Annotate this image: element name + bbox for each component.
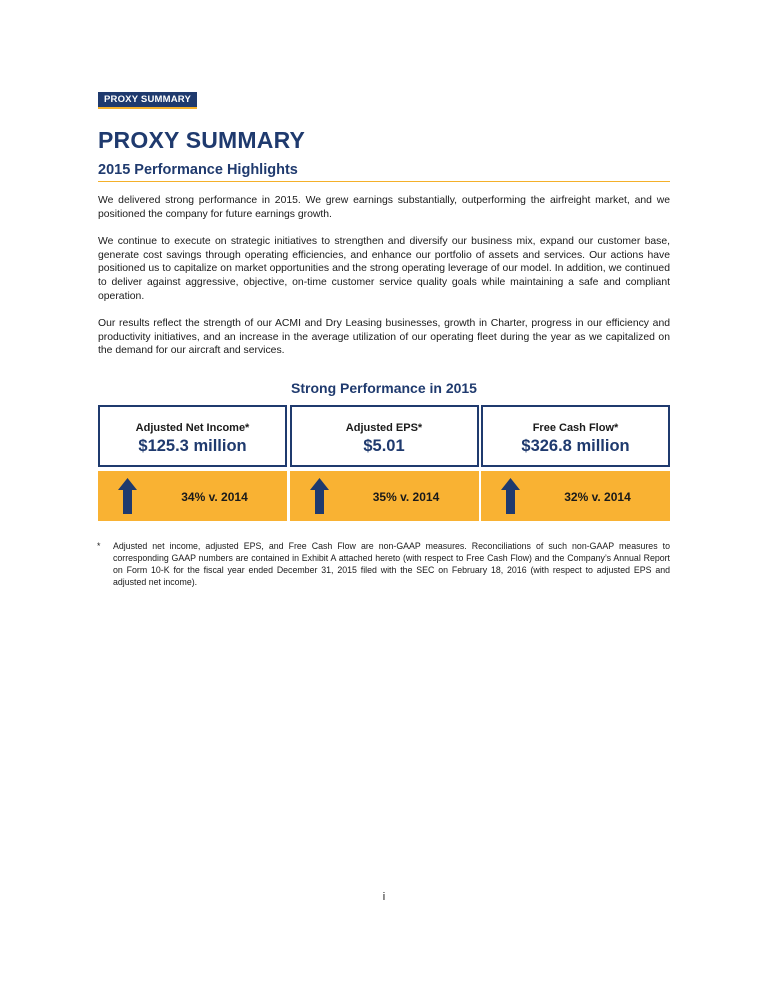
footnote — [98, 540, 670, 588]
section-heading: 2015 Performance Highlights — [98, 162, 670, 182]
card-header — [481, 405, 670, 467]
footnote-text: Adjusted net income, adjusted EPS, and Free Cash Flow are non-GAAP measures. Reconciliations of such non-GAAP measures to corresponding GAAP numbers are contained in Exhibit A attached hereto (with respect to Free Cash Flow) and the Company’s Annual Report on Form 10-K for the fiscal year ended December 31, 2015 filed with the SEC on February 18, 2016 (with respect to adjusted EPS and adjusted net income). — [113, 540, 670, 587]
card-free-cash-flow — [481, 405, 670, 521]
card-change-bar — [98, 471, 287, 521]
performance-title: Strong Performance in 2015 — [291, 379, 477, 396]
card-change: 32% v. 2014 — [564, 489, 631, 504]
paragraph-1: We delivered strong performance in 2015. We grew earnings substantially, outperforming the airfreight market, and we positioned the company for future earnings growth. — [98, 195, 670, 220]
up-arrow-icon — [310, 478, 329, 514]
card-change: 34% v. 2014 — [181, 489, 248, 504]
footnote-mark: * — [97, 540, 101, 551]
card-label: Free Cash Flow* — [532, 421, 619, 434]
card-label: Adjusted Net Income* — [135, 421, 250, 434]
card-change: 35% v. 2014 — [372, 489, 440, 504]
card-adjusted-net-income — [98, 405, 287, 521]
card-label: Adjusted EPS* — [345, 421, 423, 434]
document-page — [98, 89, 670, 588]
card-header — [290, 405, 479, 467]
up-arrow-icon — [118, 478, 137, 514]
card-change-bar — [290, 471, 479, 521]
page-title: PROXY SUMMARY — [98, 127, 306, 153]
up-arrow-icon — [501, 478, 520, 514]
paragraph-2: We continue to execute on strategic initiatives to strengthen and diversify our business mix, expand our customer base, generate cost savings through operating efficiencies, and enhance our portfolio of assets and services. Our actions have positioned us to capitalize on market opportunities and the strong operating leverage of our model. In addition, we continued to deliver against aggressive, objective, on-time customer service quality goals while maintaining a safe and compliant operation. — [98, 236, 670, 302]
paragraph-3: Our results reflect the strength of our ACMI and Dry Leasing businesses, growth in Charter, progress in our efficiency and productivity initiatives, and an increase in the average utilization of our operating fleet during the year as we capitalized on the demand for our aircraft and services. — [98, 318, 670, 357]
card-value: $5.01 — [363, 436, 405, 455]
card-value: $125.3 million — [138, 436, 247, 455]
card-adjusted-eps — [290, 405, 479, 521]
card-value: $326.8 million — [521, 436, 630, 455]
section-tag: PROXY SUMMARY — [98, 92, 197, 109]
page-number: i — [382, 891, 386, 903]
performance-cards — [98, 405, 670, 521]
card-change-bar — [481, 471, 670, 521]
card-header — [98, 405, 287, 467]
